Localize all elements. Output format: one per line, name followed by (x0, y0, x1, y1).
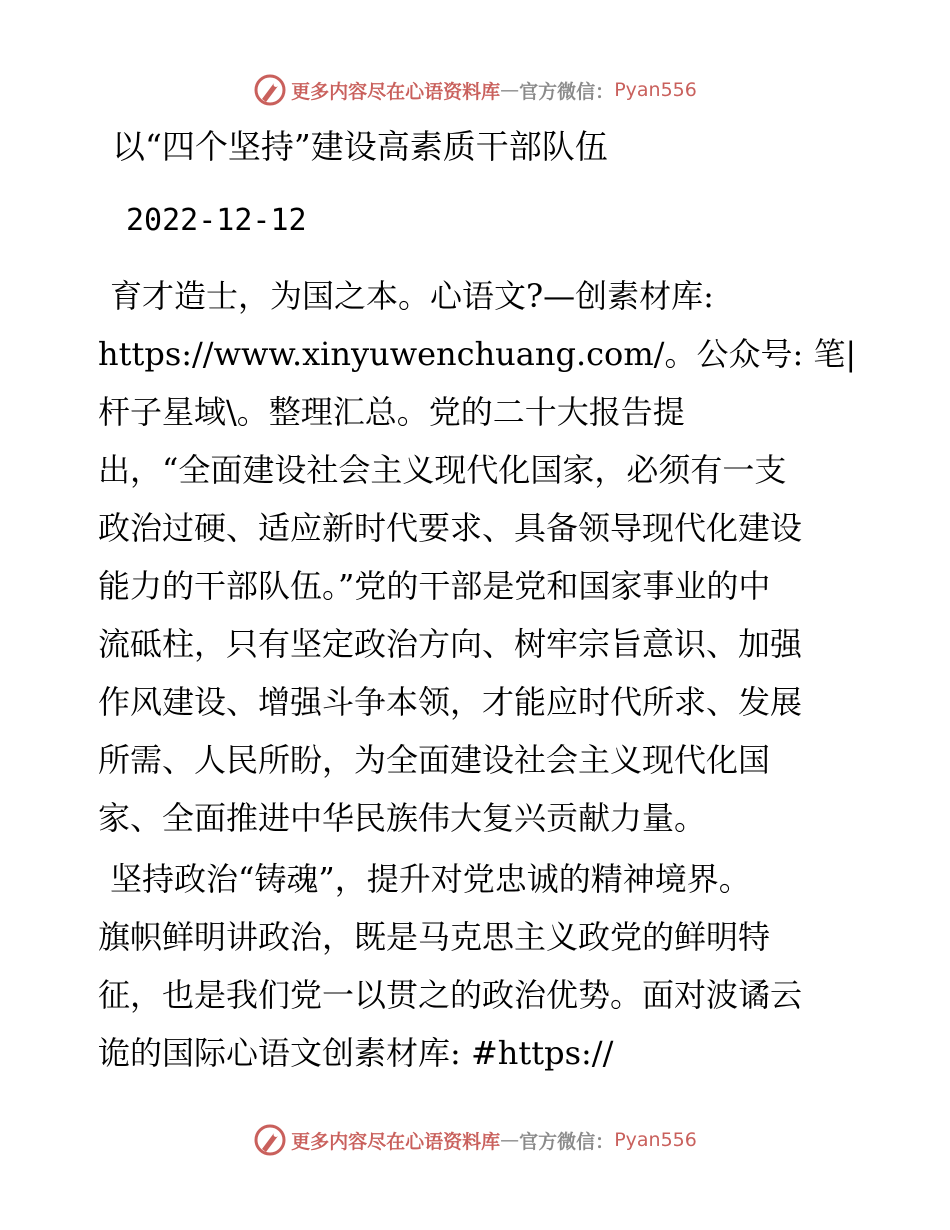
paragraph-line: 作风建设、增强斗争本领，才能应时代所求、发展 (98, 683, 803, 721)
paragraph-line: 能力的干部队伍。”党的干部是党和国家事业的中 (98, 567, 771, 605)
paragraph-line: 征，也是我们党一以贯之的政治优势。面对波谲云 (98, 976, 803, 1014)
document-date: 2022-12-12 (126, 203, 307, 238)
watermark-footer (0, 1120, 950, 1160)
watermark-label: 官方微信： (519, 80, 615, 103)
pen-nib-circle-icon (253, 73, 287, 107)
paragraph-line: 家、全面推进中华民族伟大复兴贡献力量。 (98, 799, 707, 837)
paragraph-line: 旗帜鲜明讲政治，既是马克思主义政党的鲜明特 (98, 918, 771, 956)
watermark-separator: — (500, 1129, 520, 1151)
pen-nib-circle-icon (253, 1123, 287, 1157)
paragraph-line: 坚持政治“铸魂”，提升对党忠诚的精神境界。 (110, 860, 751, 898)
paragraph-line: 诡的国际心语文创素材库: #https:// (98, 1034, 614, 1072)
paragraph-line: 所需、人民所盼，为全面建设社会主义现代化国 (98, 741, 771, 779)
paragraph-line: 出，“全面建设社会主义现代化国家，必须有一支 (98, 451, 787, 489)
watermark-main-text: 更多内容尽在心语资料库 (291, 80, 501, 103)
watermark-main-text: 更多内容尽在心语资料库 (291, 1130, 501, 1153)
paragraph-line: 流砥柱，只有坚定政治方向、树牢宗旨意识、加强 (98, 625, 803, 663)
watermark-wechat-id: Pyan556 (614, 1129, 697, 1151)
paragraph-line: 政治过硬、适应新时代要求、具备领导现代化建设 (98, 509, 803, 547)
watermark-header (0, 70, 950, 110)
document-title: 以“四个坚持”建设高素质干部队伍 (112, 127, 608, 166)
paragraph-line: 杆子星域\。整理汇总。党的二十大报告提 (98, 393, 685, 431)
watermark-separator: — (500, 79, 520, 101)
paragraph-political-soul (98, 850, 858, 1082)
paragraph-intro (98, 267, 858, 847)
paragraph-line-link: https://www.xinyuwenchuang.com/。公众号: 笔| (98, 335, 857, 373)
paragraph-line: 育才造士，为国之本。心语文?—创素材库: (110, 277, 714, 315)
watermark-label: 官方微信： (519, 1130, 615, 1153)
watermark-wechat-id: Pyan556 (614, 79, 697, 101)
